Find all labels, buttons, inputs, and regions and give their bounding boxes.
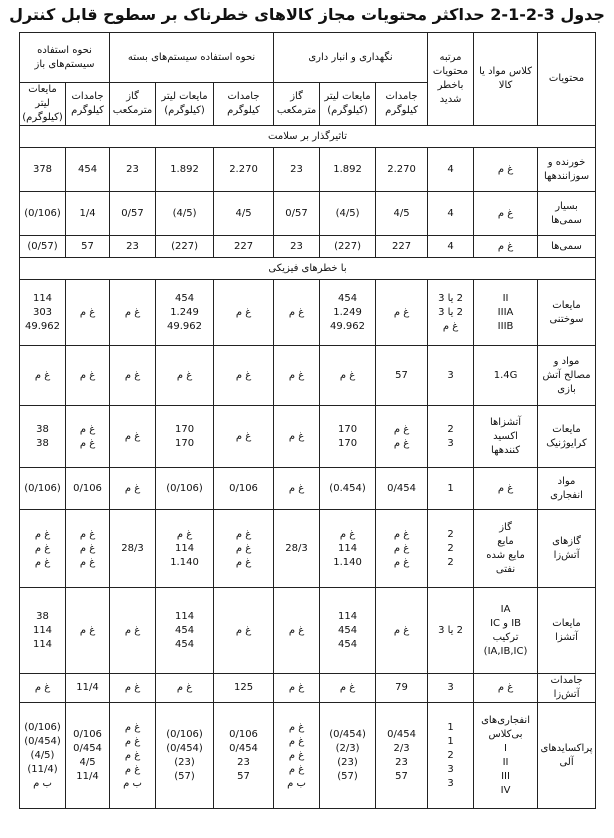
table-cell: غ م غ م غ م bbox=[214, 510, 274, 588]
table-cell: 2 یا 3 bbox=[428, 588, 474, 674]
table-cell: 1.892 bbox=[320, 148, 376, 192]
table-cell: 3 bbox=[428, 346, 474, 406]
table-cell: (0/106) (0/454) (23) (57) bbox=[156, 703, 214, 809]
table-cell: 454 1.249 49.962 bbox=[156, 280, 214, 346]
table-cell: غ م bbox=[66, 346, 110, 406]
table-cell: 4 bbox=[428, 148, 474, 192]
section-physical: با خطرهای فیزیکی bbox=[20, 258, 596, 280]
table-cell: غ م bbox=[274, 588, 320, 674]
table-cell: 0/57 bbox=[110, 192, 156, 236]
table-cell: غ م bbox=[320, 674, 376, 703]
table-cell: 28/3 bbox=[274, 510, 320, 588]
header-solids: جامدات کیلوگرم bbox=[66, 83, 110, 126]
table-cell: 79 bbox=[376, 674, 428, 703]
table-cell: غ م bbox=[274, 468, 320, 510]
table-cell: 23 bbox=[110, 148, 156, 192]
table-cell: 454 bbox=[66, 148, 110, 192]
hazard-table bbox=[19, 32, 596, 809]
table-cell: 0/57 bbox=[274, 192, 320, 236]
table-cell: 1.892 bbox=[156, 148, 214, 192]
table-cell: غ م 114 1.140 bbox=[320, 510, 376, 588]
table-cell: غ م bbox=[20, 674, 66, 703]
header-hazard-rank: مرتبه محتویات باخطر شدید bbox=[428, 33, 474, 126]
header-gas: گاز مترمکعب bbox=[274, 83, 320, 126]
table-row bbox=[20, 236, 596, 258]
table-cell: (0.454) bbox=[320, 468, 376, 510]
table-row bbox=[20, 148, 596, 192]
table-cell: 57 bbox=[66, 236, 110, 258]
row-label: سمی‌ها bbox=[538, 236, 596, 258]
table-cell: غ م bbox=[214, 588, 274, 674]
table-cell: آتشزاها اکسید کنندهها bbox=[474, 406, 538, 468]
table-cell: 1 1 2 3 3 bbox=[428, 703, 474, 809]
table-title: جدول 3-2-1-2 حداکثر محتویات مجاز کالاهای خطرناک بر سطوح قابل کنترل bbox=[9, 5, 605, 24]
table-cell: 4/5 bbox=[376, 192, 428, 236]
header-contents: محتویات bbox=[538, 33, 596, 126]
table-cell: غ م غ م غ م bbox=[376, 510, 428, 588]
header-liquids: مایعات لیتر (کیلوگرم) bbox=[156, 83, 214, 126]
table-cell: 4/5 bbox=[214, 192, 274, 236]
table-row bbox=[20, 588, 596, 674]
table-cell: غ م غ م غ م bbox=[20, 510, 66, 588]
table-cell: 0/106 0/454 23 57 bbox=[214, 703, 274, 809]
table-cell: گاز مایع مایع شده نفتی bbox=[474, 510, 538, 588]
table-cell: 1/4 bbox=[66, 192, 110, 236]
table-cell: غ م bbox=[274, 674, 320, 703]
table-cell: 0/106 0/454 4/5 11/4 bbox=[66, 703, 110, 809]
table-cell: غ م bbox=[66, 588, 110, 674]
table-cell: 4 bbox=[428, 236, 474, 258]
table-cell: 454 1.249 49.962 bbox=[320, 280, 376, 346]
table-cell: 1.4G bbox=[474, 346, 538, 406]
header-solids: جامدات کیلوگرم bbox=[214, 83, 274, 126]
table-cell: 0/106 bbox=[214, 468, 274, 510]
table-cell: غ م 114 1.140 bbox=[156, 510, 214, 588]
header-solids: جامدات کیلوگرم bbox=[376, 83, 428, 126]
table-cell: غ م bbox=[110, 280, 156, 346]
table-cell: 378 bbox=[20, 148, 66, 192]
row-label: مایعات سوختنی bbox=[538, 280, 596, 346]
table-row bbox=[20, 674, 596, 703]
table-cell: غ م غ م bbox=[376, 406, 428, 468]
table-cell: 2.270 bbox=[376, 148, 428, 192]
row-label: مواد و مصالح آتش بازی bbox=[538, 346, 596, 406]
table-cell: 2 3 bbox=[428, 406, 474, 468]
table-cell: غ م bbox=[110, 588, 156, 674]
table-cell: (0/454) (2/3) (23) (57) bbox=[320, 703, 376, 809]
row-label: مواد انفجاری bbox=[538, 468, 596, 510]
table-cell: غ م bbox=[214, 406, 274, 468]
table-cell: غ م bbox=[274, 346, 320, 406]
table-cell: 23 bbox=[274, 236, 320, 258]
table-cell: غ م bbox=[376, 280, 428, 346]
table-row bbox=[20, 406, 596, 468]
table-cell: 114 454 454 bbox=[156, 588, 214, 674]
table-cell: غ م bbox=[474, 468, 538, 510]
table-cell: غ م bbox=[274, 280, 320, 346]
table-cell: غ م bbox=[320, 346, 376, 406]
table-cell: 170 170 bbox=[320, 406, 376, 468]
table-cell: 11/4 bbox=[66, 674, 110, 703]
table-cell: غ م bbox=[474, 674, 538, 703]
table-row bbox=[20, 703, 596, 809]
header-closed-use: نحوه استفاده سیستم‌های بسته bbox=[110, 33, 274, 83]
table-cell: 2 2 2 bbox=[428, 510, 474, 588]
table-cell: 125 bbox=[214, 674, 274, 703]
row-label: خورنده و سوزانندهها bbox=[538, 148, 596, 192]
table-cell: غ م غ م غ م غ م ب م bbox=[110, 703, 156, 809]
header-storage: نگهداری و انبار داری bbox=[274, 33, 428, 83]
row-label: مایعات آتشزا bbox=[538, 588, 596, 674]
table-cell: غ م bbox=[66, 280, 110, 346]
header-liquids: مایعات لیتر (کیلوگرم) bbox=[320, 83, 376, 126]
table-row bbox=[20, 280, 596, 346]
table-cell: 38 114 114 bbox=[20, 588, 66, 674]
table-cell: غ م غ م غ م bbox=[66, 510, 110, 588]
table-cell: غ م bbox=[474, 236, 538, 258]
table-cell: 227 bbox=[376, 236, 428, 258]
table-cell: (227) bbox=[320, 236, 376, 258]
table-row bbox=[20, 468, 596, 510]
header-liquids: مایعات لیتر (کیلوگرم) bbox=[20, 83, 66, 126]
row-label: پراکسایدهای آلی bbox=[538, 703, 596, 809]
table-cell: 170 170 bbox=[156, 406, 214, 468]
table-cell: غ م bbox=[274, 406, 320, 468]
table-cell: 227 bbox=[214, 236, 274, 258]
table-cell: غ م غ م غ م غ م ب م bbox=[274, 703, 320, 809]
row-label: جامدات آتش‌زا bbox=[538, 674, 596, 703]
table-cell: (0/106) bbox=[20, 468, 66, 510]
table-cell: (4/5) bbox=[156, 192, 214, 236]
table-row bbox=[20, 510, 596, 588]
table-cell: 114 454 454 bbox=[320, 588, 376, 674]
table-cell: 57 bbox=[376, 346, 428, 406]
header-open-use: نحوه استفاده سیستم‌های باز bbox=[20, 33, 110, 83]
table-cell: II IIIA IIIB bbox=[474, 280, 538, 346]
table-cell: غ م bbox=[156, 346, 214, 406]
table-cell: غ م غ م bbox=[66, 406, 110, 468]
table-row bbox=[20, 346, 596, 406]
table-cell: 38 38 bbox=[20, 406, 66, 468]
header-gas: گاز مترمکعب bbox=[110, 83, 156, 126]
header-material-class: کلاس مواد یا کالا bbox=[474, 33, 538, 126]
table-cell: 0/454 bbox=[376, 468, 428, 510]
table-cell: 1 bbox=[428, 468, 474, 510]
table-cell: غ م bbox=[110, 346, 156, 406]
table-cell: 23 bbox=[110, 236, 156, 258]
table-cell: (0/106) bbox=[156, 468, 214, 510]
table-cell: 2 یا 3 2 یا 3 غ م bbox=[428, 280, 474, 346]
table-cell: (0/57) bbox=[20, 236, 66, 258]
table-cell: (227) bbox=[156, 236, 214, 258]
row-label: مایعات کرایوژنیک bbox=[538, 406, 596, 468]
table-cell: غ م bbox=[110, 674, 156, 703]
table-cell: غ م bbox=[474, 148, 538, 192]
table-cell: غ م bbox=[156, 674, 214, 703]
table-cell: (0/106) bbox=[20, 192, 66, 236]
table-cell: 114 303 49.962 bbox=[20, 280, 66, 346]
table-cell: 3 bbox=[428, 674, 474, 703]
table-cell: غ م bbox=[214, 346, 274, 406]
section-health: تاثیرگذار بر سلامت bbox=[20, 126, 596, 148]
table-cell: 23 bbox=[274, 148, 320, 192]
table-cell: (0/106) (0/454) (4/5) (11/4) ب م bbox=[20, 703, 66, 809]
table-cell: غ م bbox=[214, 280, 274, 346]
table-cell: 2.270 bbox=[214, 148, 274, 192]
table-cell: 0/454 2/3 23 57 bbox=[376, 703, 428, 809]
table-cell: 28/3 bbox=[110, 510, 156, 588]
table-cell: غ م bbox=[110, 468, 156, 510]
table-cell: غ م bbox=[474, 192, 538, 236]
row-label: بسیار سمی‌ها bbox=[538, 192, 596, 236]
table-cell: انفجاری‌های بی‌کلاس I II III IV bbox=[474, 703, 538, 809]
table-cell: غ م bbox=[376, 588, 428, 674]
table-cell: (4/5) bbox=[320, 192, 376, 236]
table-cell: 0/106 bbox=[66, 468, 110, 510]
table-cell: غ م bbox=[110, 406, 156, 468]
table-row bbox=[20, 192, 596, 236]
table-cell: IA IB و IC ترکیب (IA,IB,IC) bbox=[474, 588, 538, 674]
table-cell: 4 bbox=[428, 192, 474, 236]
row-label: گازهای آتش‌زا bbox=[538, 510, 596, 588]
table-cell: غ م bbox=[20, 346, 66, 406]
